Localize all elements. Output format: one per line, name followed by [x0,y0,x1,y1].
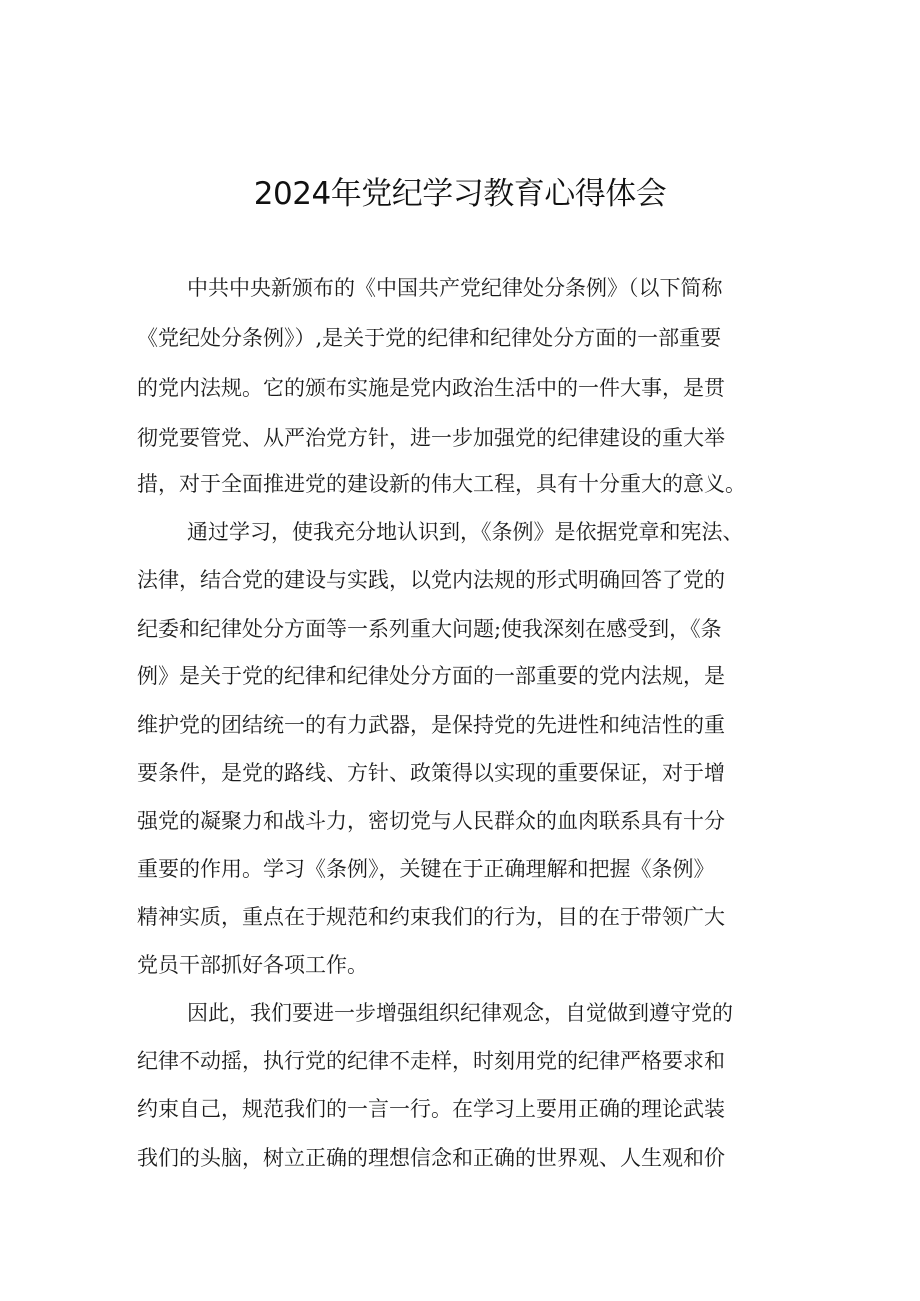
text-line: 通过学习，使我充分地认识到，《条例》是依据党章和宪法、 [187,520,744,544]
text-line: 约束自己，规范我们的一言一行。在学习上要用正确的理论武装 [137,1097,725,1121]
text-line: 重要的作用。学习《条例》，关键在于正确理解和把握《条例》 [137,857,715,881]
text-line: 维护党的团结统一的有力武器，是保持党的先进性和纯洁性的重 [137,713,725,737]
text-line: 我们的头脑，树立正确的理想信念和正确的世界观、人生观和价 [137,1146,725,1170]
text-line: 法律，结合党的建设与实践，以党内法规的形式明确回答了党的 [137,568,725,592]
text-line: 的党内法规。它的颁布实施是党内政治生活中的一件大事，是贯 [137,376,725,400]
text-line: 例》是关于党的纪律和纪律处分方面的一部重要的党内法规，是 [137,664,725,688]
text-line: 纪律不动摇，执行党的纪律不走样，时刻用党的纪律严格要求和 [137,1049,725,1073]
text-line: 要条件，是党的路线、方针、政策得以实现的重要保证，对于增 [137,761,725,785]
text-line: 中共中央新颁布的《中国共产党纪律处分条例》（以下简称 [187,276,723,300]
text-line: 《党纪处分条例》）,是关于党的纪律和纪律处分方面的一部重要 [137,326,722,350]
document-title: 2024年党纪学习教育心得体会 [253,176,667,212]
text-line: 党员干部抓好各项工作。 [137,953,368,977]
text-line: 纪委和纪律处分方面等一系列重大问题;使我深刻在感受到，《条 [137,617,722,641]
text-line: 彻党要管党、从严治党方针，进一步加强党的纪律建设的重大举 [137,426,725,450]
text-line: 强党的凝聚力和战斗力，密切党与人民群众的血肉联系具有十分 [137,809,725,833]
text-line: 因此，我们要进一步增强组织纪律观念，自觉做到遵守党的 [187,1001,733,1025]
text-line: 措，对于全面推进党的建设新的伟大工程，具有十分重大的意义。 [137,472,746,496]
text-line: 精神实质，重点在于规范和约束我们的行为，目的在于带领广大 [137,905,725,929]
